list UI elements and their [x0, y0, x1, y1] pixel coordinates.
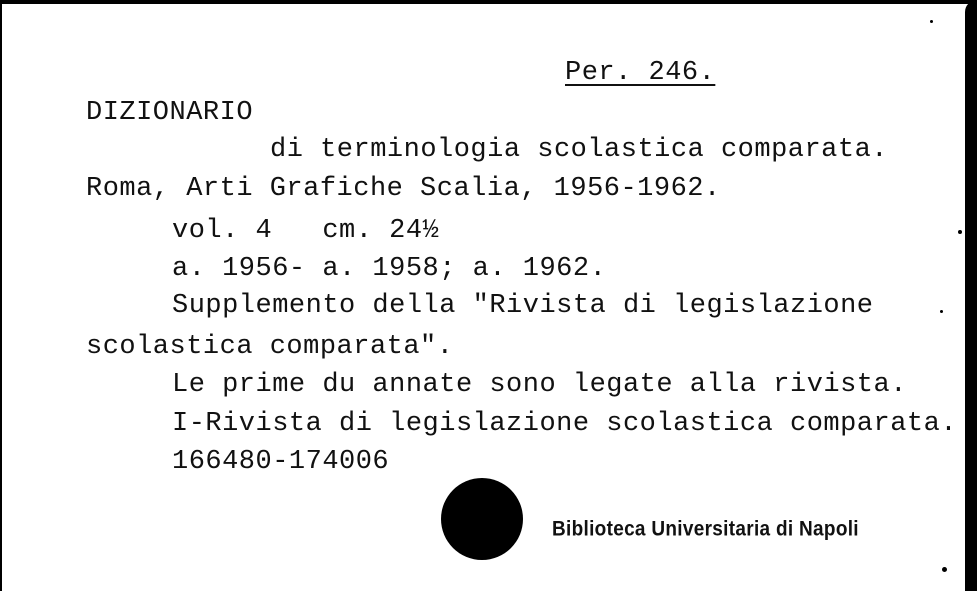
scan-speck [942, 567, 947, 572]
title-line: di terminologia scolastica comparata. [270, 135, 888, 165]
series-tracing-line: I-Rivista di legislazione scolastica comparata. [172, 409, 958, 439]
card-left-edge [0, 0, 6, 591]
inventory-numbers-line: 166480-174006 [172, 447, 390, 477]
supplement-line-continued: scolastica comparata". [86, 332, 454, 362]
scan-speck [930, 20, 933, 23]
card-top-edge [0, 0, 977, 14]
scan-speck [958, 230, 962, 234]
supplement-line: Supplemento della "Rivista di legislazione [172, 291, 874, 321]
scan-speck [940, 310, 943, 313]
volume-line: vol. 4 cm. 24½ [172, 216, 440, 246]
card-heading: DIZIONARIO [86, 98, 254, 128]
years-line: a. 1956- a. 1958; a. 1962. [172, 254, 607, 284]
binding-note-line: Le prime du annate sono legate alla rivista. [172, 370, 907, 400]
library-stamp-dot [441, 478, 523, 560]
shelfmark: Per. 246. [565, 58, 716, 88]
imprint-line: Roma, Arti Grafiche Scalia, 1956-1962. [86, 174, 721, 204]
library-stamp: Biblioteca Universitaria di Napoli [552, 518, 859, 542]
card-right-edge [965, 0, 977, 591]
